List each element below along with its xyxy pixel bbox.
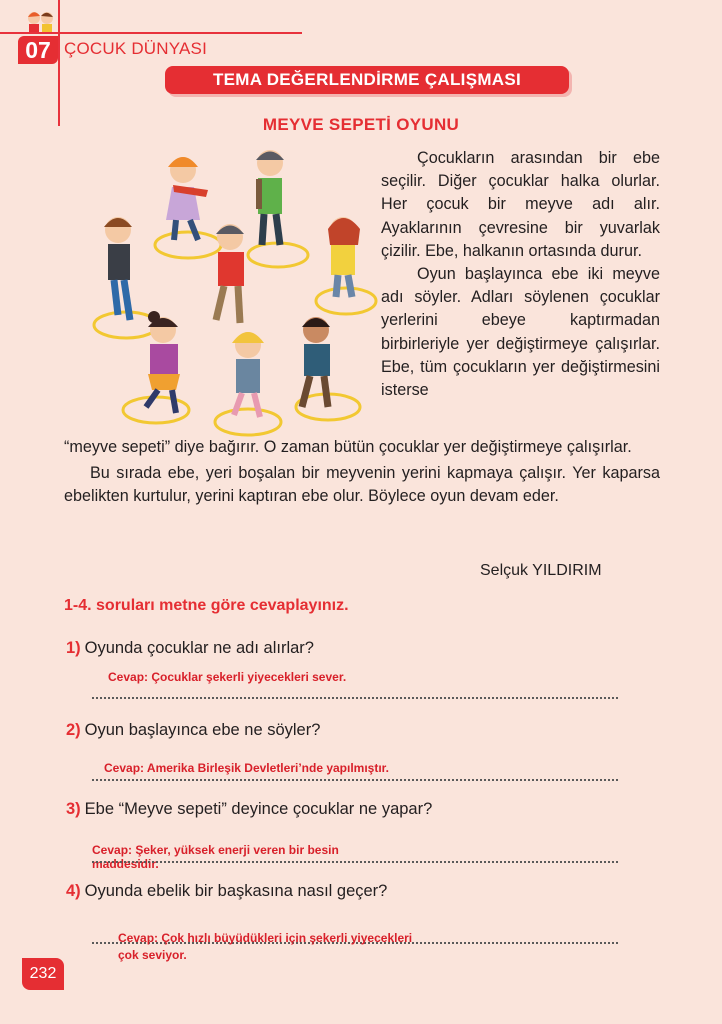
instruction: 1-4. soruları metne göre cevaplayınız. <box>64 597 349 614</box>
answer-3-line-2: maddesidir. <box>92 857 159 871</box>
answer-1: Cevap: Çocuklar şekerli yiyecekleri sever. <box>108 670 347 684</box>
unit-number-badge: 07 <box>18 36 58 64</box>
story-title: MEYVE SEPETİ OYUNU <box>262 115 460 134</box>
header-rule <box>0 32 302 34</box>
question-text: Oyun başlayınca ebe ne söyler? <box>84 721 321 739</box>
author: Selçuk YILDIRIM <box>480 562 602 579</box>
question-4 <box>66 882 387 901</box>
theme-banner: TEMA DEĞERLENDİRME ÇALIŞMASI <box>165 66 569 94</box>
question-2 <box>66 721 320 740</box>
answer-4-line-2: çok seviyor. <box>118 948 187 962</box>
margin-rule <box>58 0 60 126</box>
question-number: 4) <box>66 882 81 900</box>
question-number: 1) <box>66 639 81 657</box>
answer-2: Cevap: Amerika Birleşik Devletleri’nde yapılmıştır. <box>104 761 390 775</box>
question-text: Oyunda ebelik bir başkasına nasıl geçer? <box>84 882 388 900</box>
story-paragraph-1: Çocukların arasından bir ebe seçilir. Diğer çocuklar halka olurlar. Her çocuk bir meyve adı alır. Ayaklarının çevresine bir yuvarlak çizilir. Ebe, halkanın ortasında durur. <box>381 149 660 260</box>
page-number: 232 <box>22 958 64 990</box>
story-column <box>381 147 660 402</box>
answer-line-3[interactable] <box>92 861 618 863</box>
kids-logo-icon <box>24 8 58 32</box>
question-3 <box>66 800 432 819</box>
question-text: Oyunda çocuklar ne adı alırlar? <box>84 639 314 657</box>
answer-line-2[interactable] <box>92 779 618 781</box>
children-playing-illustration <box>88 145 378 445</box>
unit-title: ÇOCUK DÜNYASI <box>64 39 208 58</box>
answer-line-1[interactable] <box>92 697 618 699</box>
story-paragraph-2: Oyun başlayınca ebe iki meyve adı söyler. Adları söylenen çocuklar yerlerini ebeye kaptırmadan birbirleriyle yer değiştirmeye çalışırlar. Ebe, tüm çocukların yer değiştirmesini isterse <box>381 265 660 400</box>
question-1 <box>66 639 314 658</box>
answer-3-line-1: Cevap: Şeker, yüksek enerji veren bir besin <box>92 843 339 857</box>
story-paragraph-2-continued: “meyve sepeti” diye bağırır. O zaman bütün çocuklar yer değiştirmeye çalışırlar. <box>64 438 632 456</box>
answer-4 <box>118 930 412 963</box>
answer-4-line-1: Cevap: Çok hızlı büyüdükleri için şekerli yiyecekleri <box>118 931 413 945</box>
story-body <box>64 436 660 509</box>
question-text: Ebe “Meyve sepeti” deyince çocuklar ne yapar? <box>84 800 433 818</box>
question-number: 3) <box>66 800 81 818</box>
answer-3 <box>92 842 339 872</box>
question-number: 2) <box>66 721 81 739</box>
story-paragraph-3: Bu sırada ebe, yeri boşalan bir meyvenin yerini kapmaya çalışır. Yer kaparsa ebelikten kurtulur, yerini kaptıran ebe olur. Böylece oyun devam eder. <box>64 464 660 506</box>
